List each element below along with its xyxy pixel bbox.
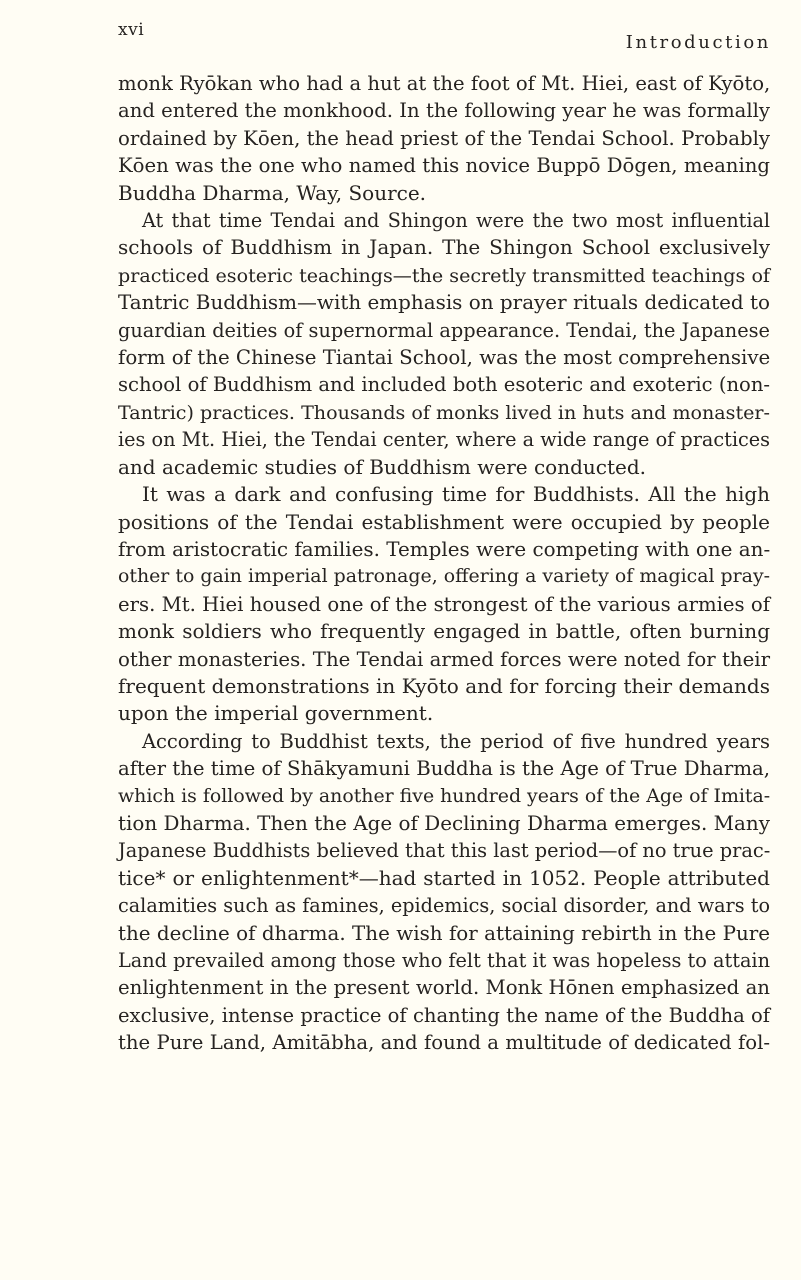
running-head: Introduction xyxy=(625,32,771,53)
body-text xyxy=(118,70,770,1057)
text-line: enlightenment in the present world. Monk Hōnen emphasized an xyxy=(118,976,770,1000)
text-line: guardian deities of supernormal appearance. Tendai, the Japanese xyxy=(118,318,770,342)
text-line: Buddha Dharma, Way, Source. xyxy=(118,180,427,205)
text-line: exclusive, intense practice of chanting the name of the Buddha of xyxy=(118,1003,770,1027)
text-line: the decline of dharma. The wish for attaining rebirth in the Pure xyxy=(118,921,770,945)
text-line: upon the imperial government. xyxy=(118,701,434,726)
page-number: xvi xyxy=(118,20,145,40)
text-line: According to Buddhist texts, the period of five hundred years xyxy=(142,729,770,753)
text-line: Tantric) practices. Thousands of monks lived in huts and monaster- xyxy=(118,400,770,424)
text-line: positions of the Tendai establishment were occupied by people xyxy=(118,509,770,534)
text-line: calamities such as famines, epidemics, social disorder, and wars to xyxy=(118,894,770,918)
text-line: and academic studies of Buddhism were conducted. xyxy=(118,454,647,479)
text-line: the Pure Land, Amitābha, and found a multitude of dedicated fol- xyxy=(118,1031,770,1055)
text-line: Japanese Buddhists believed that this last period—of no true prac- xyxy=(118,839,771,863)
text-line: ies on Mt. Hiei, the Tendai center, where a wide range of practices xyxy=(118,428,770,452)
text-line: Kōen was the one who named this novice Buppō Dōgen, meaning xyxy=(118,154,770,178)
text-line: practiced esoteric teachings—the secretly transmitted teachings of xyxy=(118,263,770,287)
text-line: frequent demonstrations in Kyōto and for forcing their demands xyxy=(118,673,770,698)
paragraph xyxy=(118,728,770,1057)
text-line: monk Ryōkan who had a hut at the foot of Mt. Hiei, east of Kyōto, xyxy=(118,72,771,95)
paragraph xyxy=(118,70,770,207)
text-line: and entered the monkhood. In the following year he was formally xyxy=(118,99,770,123)
text-line: tion Dharma. Then the Age of Declining Dharma emerges. Many xyxy=(118,811,770,835)
paragraph xyxy=(118,481,770,728)
text-line: ers. Mt. Hiei housed one of the strongest of the various armies of xyxy=(118,592,770,616)
text-line: Tantric Buddhism—with emphasis on prayer rituals dedicated to xyxy=(118,291,770,315)
text-line: At that time Tendai and Shingon were the two most influential xyxy=(142,209,770,233)
text-line: after the time of Shākyamuni Buddha is the Age of True Dharma, xyxy=(118,757,770,781)
text-line: tice* or enlightenment*—had started in 1052. People attributed xyxy=(118,865,770,890)
text-line: other monasteries. The Tendai armed forces were noted for their xyxy=(118,647,770,671)
text-line: which is followed by another five hundred years of the Age of Imita- xyxy=(118,784,771,807)
text-line: from aristocratic families. Temples were competing with one an- xyxy=(118,537,771,561)
text-line: form of the Chinese Tiantai School, was the most comprehensive xyxy=(118,346,771,370)
text-line: It was a dark and confusing time for Buddhists. All the high xyxy=(142,482,770,507)
paragraph xyxy=(118,207,770,481)
text-line: ordained by Kōen, the head priest of the Tendai School. Probably xyxy=(118,126,770,150)
text-line: schools of Buddhism in Japan. The Shingon School exclusively xyxy=(118,235,770,260)
text-line: other to gain imperial patronage, offering a variety of magical pray- xyxy=(118,565,770,588)
text-line: school of Buddhism and included both esoteric and exoteric (non- xyxy=(118,373,770,397)
text-line: Land prevailed among those who felt that it was hopeless to attain xyxy=(118,949,770,972)
text-line: monk soldiers who frequently engaged in battle, often burning xyxy=(118,619,770,644)
